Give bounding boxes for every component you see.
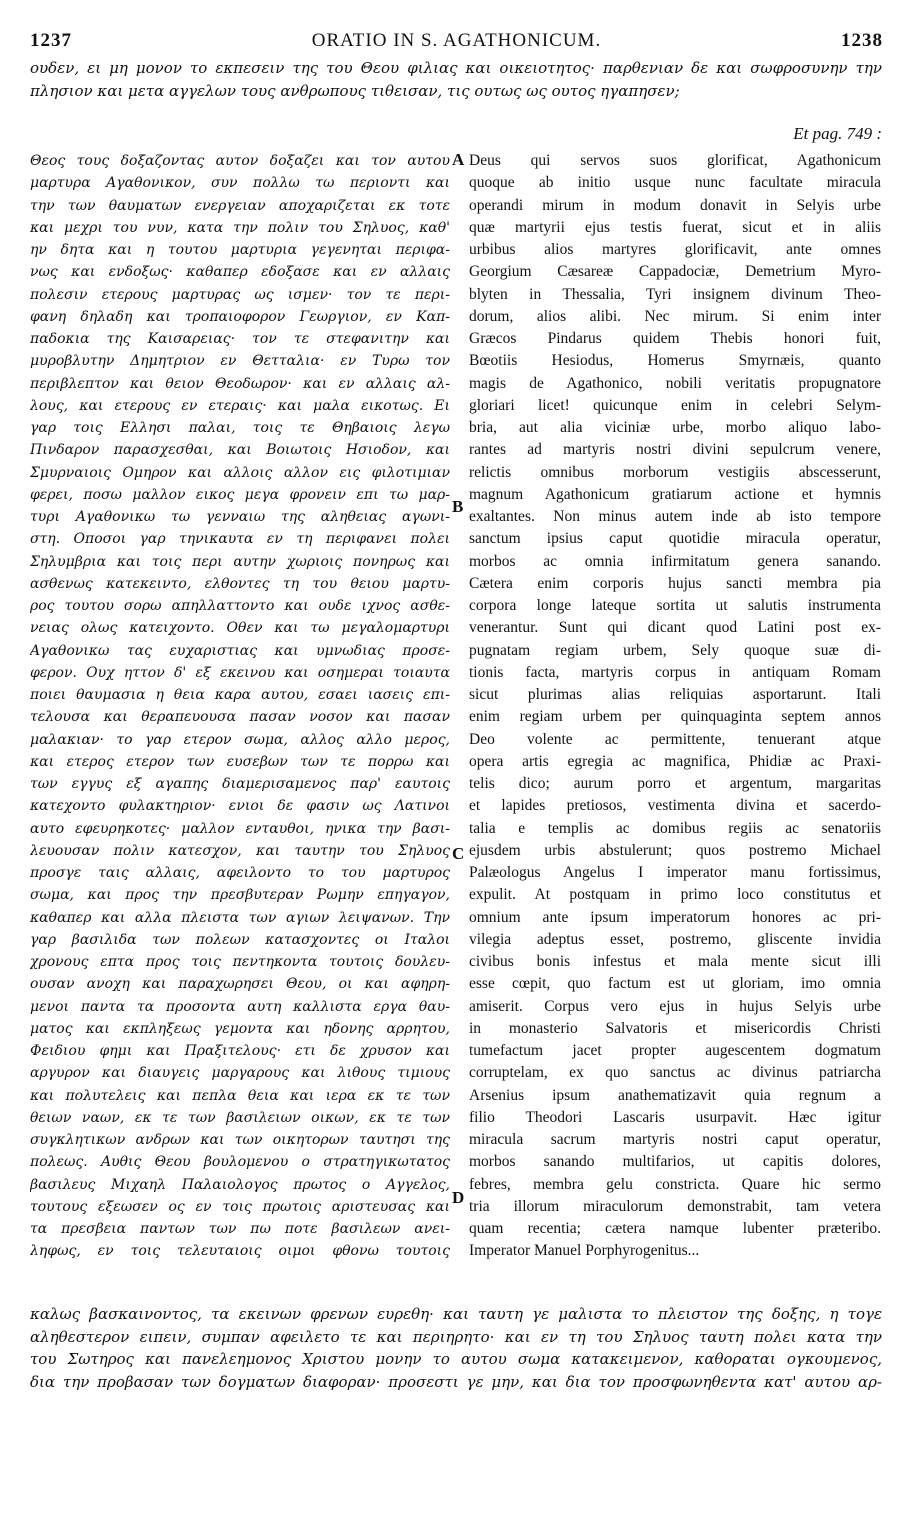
text-line: opera artis egregia ac magnifica, Phidiæ ac Praxi-	[469, 752, 881, 770]
text-line: expulit. At postquam in primo loco constitutus et	[469, 886, 881, 904]
text-line: omnium ante ipsum imperatorum honores ac pri-	[469, 908, 881, 926]
text-line: Cætera enim corporis hujus sancti membra pia	[469, 574, 881, 592]
intro-passage	[30, 57, 882, 102]
text-line: και πολυτελεις και πεπλα θεια και ιερα εκ τε των	[30, 1087, 450, 1104]
text-line: τουτους εξεωσεν ος εν τοις πρωτοις αριστευσας και	[30, 1198, 450, 1215]
text-line: ματος και εκπληξεως γεμοντα και ηδονης αρρητου,	[30, 1020, 450, 1037]
text-line: Πινδαρον παρασχεσθαι, και Βοιωτοις Ησιοδον, και	[30, 442, 450, 459]
text-line: συγκλητικων ανδρων και των οικητορων ταυτησι της	[30, 1132, 450, 1148]
text-line: Imperator Manuel Porphyrogenitus...	[469, 1242, 700, 1260]
left-page-number: 1237	[30, 30, 72, 51]
text-line: γαρ βασιλιδα των πολεων κατασχοντες οι Ιταλοι	[30, 931, 450, 948]
text-line: dorum, alios alibi. Nec mirum. Si enim inter	[469, 307, 881, 325]
text-line: περιβλεπτον και θειον Θεοδωρον· και εν αλλαις αλ-	[30, 375, 450, 392]
text-line: μενοι παντα τα προσοντα αυτη καλλιστα εργα θαυ-	[30, 998, 450, 1015]
text-line: Αγαθονικω τας ευχαριστιας και υμνωδιας προσε-	[30, 642, 450, 659]
text-line: corpora longe lateque sortita ut salutis instrumenta	[469, 597, 881, 614]
text-line: λευουσαν πολιν κατεσχον, και ταυτην του Σηλυος	[30, 842, 450, 859]
text-line: την των θαυματων ενεργειαν αποχαριζεται εκ τοτε	[30, 197, 450, 214]
text-line: και μεχρι του νυν, κατα την πολιν του Σηλυος, καθ'	[30, 219, 450, 236]
text-line: enim regiam urbem per quinquaginta septem annos	[469, 708, 881, 726]
text-line: φερον. Ουχ ηττον δ' εξ εκεινου και οσημεραι τοιαυτα	[30, 664, 450, 681]
text-line: amiserit. Corpus vero ejus in hujus Selyis urbe	[469, 997, 881, 1015]
text-line: προσγε ταις αλλαις, αφειλοντο το του μαρτυρος	[30, 865, 450, 881]
text-line: magis de Agathonico, nobili veritatis propugnatore	[469, 374, 881, 392]
text-line: vilegia adeptus esset, postremo, gliscente invidia	[469, 930, 881, 948]
section-marker-b: B	[452, 497, 464, 516]
latin-column	[469, 150, 881, 1263]
running-title: ORATIO IN S. AGATHONICUM.	[311, 30, 602, 51]
section-marker-c: C	[452, 844, 465, 863]
text-line: ην δητα και η τουτου μαρτυρια γεγενηται περιφα-	[30, 242, 450, 258]
text-line: νως και ενδοξως· καθαπερ εδοξασε και εν αλλαις	[30, 264, 450, 281]
closing-line: καλως βασκαινοντος, τα εκεινων φρενων ευρεθη· και ταυτη γε μαλιστα το πλειστον της δοξης, η τογε	[30, 1305, 882, 1323]
text-line: telis dico; aurum porro et argentum, margaritas	[469, 775, 881, 792]
text-line: quæ martyrii ejus testis fuerat, sicut et in aliis	[469, 218, 881, 236]
text-line: in monasterio Salvatoris et misericordis Christi	[469, 1019, 881, 1037]
closing-line: του Σωτηρος και πανελεημονος Χριστου μονην το αυτου σωμα κατακειμενον, καθοραται ογκουμενος,	[30, 1350, 882, 1368]
text-line: χρονους επτα προς τοις πεντηκοντα τουτοις δουλευ-	[30, 954, 450, 970]
text-line: βασιλευς Μιχαηλ Παλαιολογος πρωτος ο Αγγελος,	[30, 1176, 450, 1193]
text-line: ποιει θαυμασια η θεια καρα αυτου, εσαει ιασεις επι-	[30, 687, 450, 703]
text-line: venerantur. Sunt qui dicant quod Latini post ex-	[469, 619, 881, 637]
text-line: pugnatam regiam urbem, Sely quoque suæ di-	[469, 641, 881, 659]
text-line: febres, membra gelu constricta. Quare hic sermo	[469, 1175, 881, 1193]
text-line: sanctum ipsius caput quotidie miracula operatur,	[469, 530, 881, 548]
text-line: μαλακιαν· το γαρ ετερον σωμα, αλλος αλλο μερος,	[30, 731, 450, 748]
text-line: esse cœpit, quo factum est ut gloriam, imo omnia	[469, 975, 881, 993]
text-line: Græcos Pindarus quidem Thebis honori fuit,	[469, 330, 881, 347]
text-line: corruptelam, ex quo sanctus ac divinus patriarcha	[469, 1064, 881, 1082]
text-line: ρος τουτου σορω απηλλαττοντο και ουδε ιχνος ασθε-	[30, 598, 450, 614]
text-line: μαρτυρα Αγαθονικον, συν πολλω τω περιοντι και	[30, 175, 450, 192]
text-line: παδοκια της Καισαρειας· τον τε στεφανιτην και	[30, 331, 450, 347]
text-line: στη. Οποσοι γαρ τηνικαυτα εν τη περιφανει πολει	[30, 531, 450, 548]
text-line: gloriari licet! quicunque enim in celebri Selym-	[469, 396, 881, 414]
text-line: Bœotiis Hesiodus, Homerus Smyrnæis, quanto	[469, 352, 881, 370]
text-line: καθαπερ και αλλα πλειστα των αγιων λειψανων. Την	[30, 909, 450, 926]
text-line: γαρ τοις Ελλησι παλαι, τοις τε Θηβαιοις λεγω	[30, 420, 450, 436]
text-line: σωμα, και προς την πρεσβυτεραν Ρωμην επηγαγον,	[30, 887, 450, 904]
text-line: operandi mirum in modum donavit in Selyis urbe	[469, 196, 881, 214]
text-line: Palæologus Angelus I imperator manu fortissimus,	[469, 864, 881, 881]
text-line: civibus bonis infestus et mala mente sicut illi	[469, 953, 881, 970]
intro-line: ουδεν, ει μη μονον το εκπεσειν της του Θεου φιλιας και οικειοτητος· παρθενιαν δε και σωφροσυνην την	[30, 59, 882, 77]
text-line: quoque ab initio usque nunc facultate miracula	[469, 174, 881, 192]
text-line: τα πρεσβεια παντων των πω ποτε βασιλεων ανει-	[30, 1221, 450, 1237]
closing-line: δια την προβασαν των δογματων διαφοραν· προσεστι γε μην, και δια τον προσφωνηθεντα κατ' αυτου αρ-	[30, 1372, 882, 1391]
text-line: των εγγυς εξ αγαπης διαμερισαμενος παρ' εαυτοις	[30, 776, 450, 792]
text-line: κατεχοντο φυλακτηριον· ενιοι δε φασιν ως Λατινοι	[30, 798, 450, 815]
running-header	[30, 30, 883, 56]
text-line: urbibus alios martyres glorificavit, ante omnes	[469, 241, 881, 258]
text-line: ejusdem urbis abstulerunt; quos postremo Michael	[469, 841, 881, 859]
text-line: θειων ναων, εκ τε των βασιλειων οικων, εκ τε των	[30, 1109, 450, 1126]
text-line: talia e templis ac domibus regiis ac senatoriis	[469, 819, 881, 837]
text-line: bria, aut alia viciniæ urbe, morbo aliquo labo-	[469, 419, 881, 436]
text-line: magnum Agathonicum gratiarum actione et hymnis	[469, 485, 881, 503]
text-line: exaltantes. Non minus autem inde ab isto tempore	[469, 508, 881, 525]
text-line: relictis omnibus morborum vestigiis abscesserunt,	[469, 463, 881, 481]
text-line: tria illorum miraculorum demonstrabit, tam vetera	[469, 1197, 881, 1215]
text-line: et lapides pretiosos, vestimenta divina et sacerdo-	[469, 797, 881, 815]
closing-passage	[30, 1303, 882, 1393]
text-line: φερει, ποσω μαλλον εικος μεγα φρονειν επι τω μαρ-	[30, 486, 450, 503]
text-line: tionis facta, martyris corpus in antiquam Romam	[469, 663, 881, 681]
text-line: tumefactum jacet propter augescentem dogmatum	[469, 1042, 881, 1059]
text-line: πολεως. Αυθις Θεου βουλομενου ο στρατηγικωτατος	[30, 1154, 450, 1171]
page-reference: Et pag. 749 :	[793, 124, 882, 143]
text-line: Σηλυμβρια και τοις περι αυτην χωριοις πονηρως και	[30, 553, 450, 570]
text-line: Θεος τους δοξαζοντας αυτον δοξαζει και τον αυτου	[30, 153, 450, 169]
text-line: Arsenius ipsum anathematizavit quia regnum a	[469, 1086, 881, 1104]
section-marker-a: A	[452, 150, 465, 169]
text-line: Georgium Cæsareæ Cappadociæ, Demetrium Myro-	[469, 263, 881, 281]
text-line: Deo volente ac permittente, tenuerant atque	[469, 730, 881, 748]
text-line: λους, και ετερους εν ετεραις· και μαλα εικοτως. Ει	[30, 397, 450, 414]
text-line: τελουσα και θεραπευουσα πασαν νοσον και πασαν	[30, 709, 450, 726]
right-page-number: 1238	[841, 30, 883, 51]
text-line: morbos ac omnia infirmitatum genera sanando.	[469, 552, 881, 570]
text-line: αυτο εφευρηκοτες· μαλλον ενταυθοι, ηνικα την βασι-	[30, 820, 450, 837]
section-marker-d: D	[452, 1188, 465, 1207]
intro-line: πλησιον και μετα αγγελων τους ανθρωπους τιθεισαν, τις ουτως ως ουτος ηγαπησεν;	[30, 81, 680, 100]
text-line: blyten in Thessalia, Tyri insignem divinum Theo-	[469, 285, 881, 303]
text-line: miracula sacrum martyris nostri caput operatur,	[469, 1131, 881, 1148]
text-line: νειας ολως κατειχοντο. Οθεν και τω μεγαλομαρτυρι	[30, 620, 450, 637]
text-line: και ετερος ετερον των ευσεβων των τε πορρω και	[30, 753, 450, 770]
text-line: morbos sanando multifarios, ut capitis dolores,	[469, 1153, 881, 1171]
text-line: Σμυρναιοις Ομηρον και αλλοις αλλον εις φιλοτιμιαν	[30, 464, 450, 481]
text-line: Deus qui servos suos glorificat, Agathonicum	[469, 152, 881, 169]
text-line: πολεσιν ετερους μαρτυρας ως ισμεν· τον τε περι-	[30, 286, 450, 303]
text-line: rantes ad martyris nostri divini sepulcrum venere,	[469, 441, 881, 459]
text-line: Φειδιου φημι και Πραξιτελους· ετι δε χρυσον και	[30, 1043, 450, 1059]
text-line: φανη δηλαδη και τροπαιοφορον Γεωργιον, εν Καπ-	[30, 308, 450, 325]
text-line: quam recentia; cætera namque lubenter præteribo.	[469, 1220, 881, 1237]
text-line: ασθενως κατεκειντο, ελθοντες τη του θειου μαρτυ-	[30, 575, 450, 592]
text-line: μυροβλυτην Δημητριον εν Θετταλια· εν Τυρω τον	[30, 353, 450, 370]
text-line: αργυρον και διαυγεις μαργαρους και λιθους τιμιους	[30, 1065, 450, 1082]
text-line: ουσαν ανοχη και παραχωρησει Θεου, οι και αφηρη-	[30, 976, 450, 993]
text-line: τυρι Αγαθονικω τω γενναιω της αληθειας αγωνι-	[30, 509, 450, 525]
closing-line: αληθεστερον ειπειν, συμπαν αφειλετο τε και περιηρητο· και εν τη του Σηλυος ταυτη πολει κατα την	[30, 1327, 882, 1346]
text-line: ληφως, εν τοις τελευταιοις οιμοι φθονω τουτοις	[30, 1243, 450, 1260]
text-line: filio Theodori Lascaris usurpavit. Hæc igitur	[469, 1108, 881, 1126]
greek-column	[30, 150, 450, 1263]
text-line: sicut plurimas alias reliquias asportarunt. Itali	[469, 686, 881, 703]
